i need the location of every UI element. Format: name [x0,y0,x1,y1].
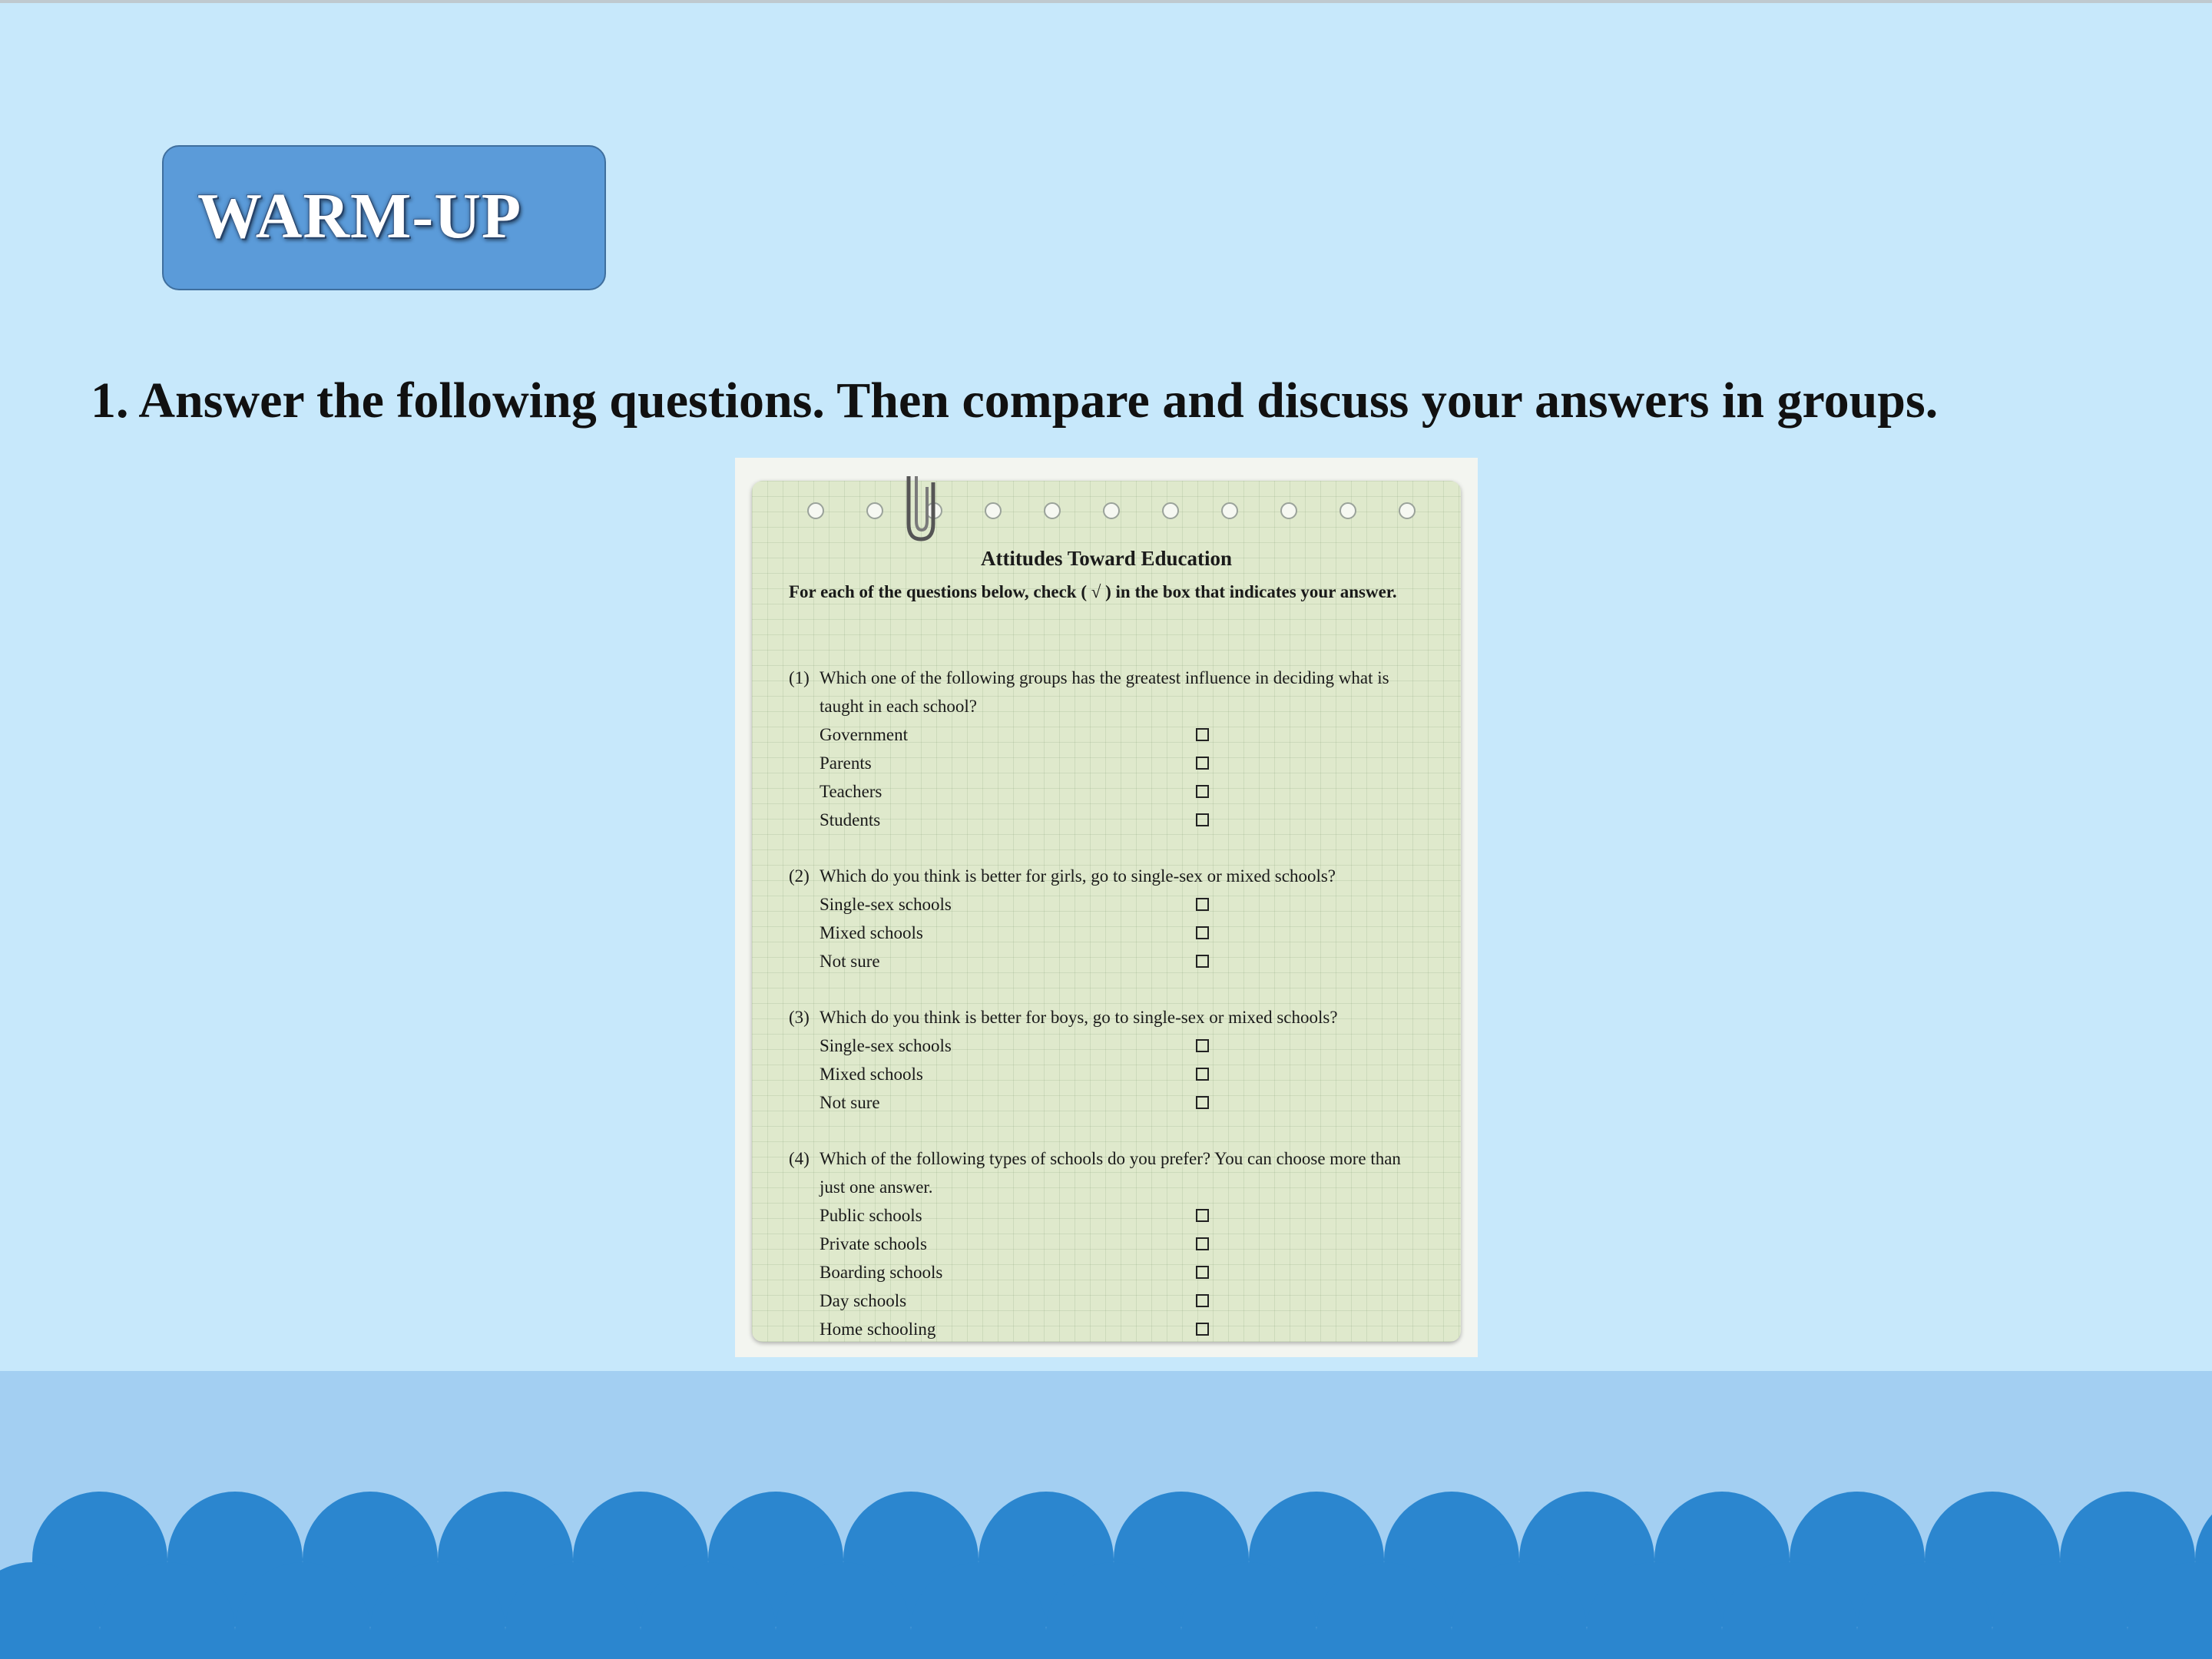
option-label: Teachers [820,782,882,801]
binder-hole [807,502,824,519]
question-block [789,862,1411,975]
questionnaire-title: Attitudes Toward Education [980,547,1233,570]
question-text: Which do you think is better for girls, go to single-sex or mixed schools? [820,866,1336,886]
answer-option [820,749,1411,777]
answer-option [820,890,1411,919]
checkbox-icon [1196,1237,1209,1250]
option-label: Boarding schools [820,1263,943,1282]
scallop-base [0,1630,2212,1659]
question-number: (1) [789,668,810,687]
option-label: Mixed schools [820,923,923,942]
answer-option [820,947,1411,975]
answer-option [820,1060,1411,1088]
binder-hole [1162,502,1179,519]
answer-option [820,919,1411,947]
question-number: (3) [789,1008,810,1027]
checkbox-icon [1196,1068,1209,1081]
option-label: Government [820,725,908,744]
checkbox-icon [1196,728,1209,741]
questionnaire-photo [735,458,1478,1357]
checkbox-icon [1196,955,1209,968]
option-label: Private schools [820,1234,927,1253]
questionnaire-intro: For each of the questions below, check ( √ ) in the box that indicates your answer. [789,582,1397,601]
question-number: (4) [789,1149,810,1168]
option-label: Single-sex schools [820,895,952,914]
binder-hole [1339,502,1356,519]
checkbox-icon [1196,1266,1209,1279]
answer-option [820,1315,1411,1343]
binder-hole [1399,502,1416,519]
answer-option [820,1258,1411,1286]
warm-up-badge [162,145,606,290]
option-label: Home schooling [820,1320,936,1339]
top-border [0,0,2212,3]
option-label: Students [820,810,881,830]
binder-hole [1221,502,1238,519]
option-label: Day schools [820,1291,907,1310]
binder-hole [1103,502,1120,519]
option-label: Mixed schools [820,1065,923,1084]
binder-hole [985,502,1002,519]
warm-up-label: WARM-UP [197,180,522,252]
paper-clip-icon [898,476,944,545]
option-label: Single-sex schools [820,1036,952,1055]
answer-option [820,1088,1411,1117]
answer-option [820,1031,1411,1060]
checkbox-icon [1196,898,1209,911]
question-block [789,1144,1411,1343]
answer-option [820,1201,1411,1230]
checkbox-icon [1196,813,1209,826]
option-label: Not sure [820,1093,880,1112]
question-block [789,1003,1411,1117]
answer-option [820,720,1411,749]
answer-option [820,777,1411,806]
binder-hole [866,502,883,519]
checkbox-icon [1196,1209,1209,1222]
question-number: (2) [789,866,810,886]
checkbox-icon [1196,1096,1209,1109]
checkbox-icon [1196,785,1209,798]
checkbox-icon [1196,1294,1209,1307]
option-label: Parents [820,753,872,773]
option-label: Public schools [820,1206,922,1225]
question-block [789,664,1411,834]
question-text: Which one of the following groups has the greatest influence in deciding what is taught in each school? [820,668,1389,716]
checkbox-icon [1196,1323,1209,1336]
answer-option [820,1286,1411,1315]
binder-hole [1044,502,1061,519]
checkbox-icon [1196,757,1209,770]
answer-option [820,806,1411,834]
question-text: Which do you think is better for boys, go to single-sex or mixed schools? [820,1008,1338,1027]
questionnaire-sheet [752,481,1461,1342]
answer-option [820,1230,1411,1258]
instruction-text: 1. Answer the following questions. Then compare and discuss your answers in groups. [91,373,1939,429]
option-label: Not sure [820,952,880,971]
question-text: Which of the following types of schools do you prefer? You can choose more than just one answer. [820,1149,1401,1197]
checkbox-icon [1196,1039,1209,1052]
scallop-decoration [0,1459,2212,1659]
binder-hole [1280,502,1297,519]
checkbox-icon [1196,926,1209,939]
